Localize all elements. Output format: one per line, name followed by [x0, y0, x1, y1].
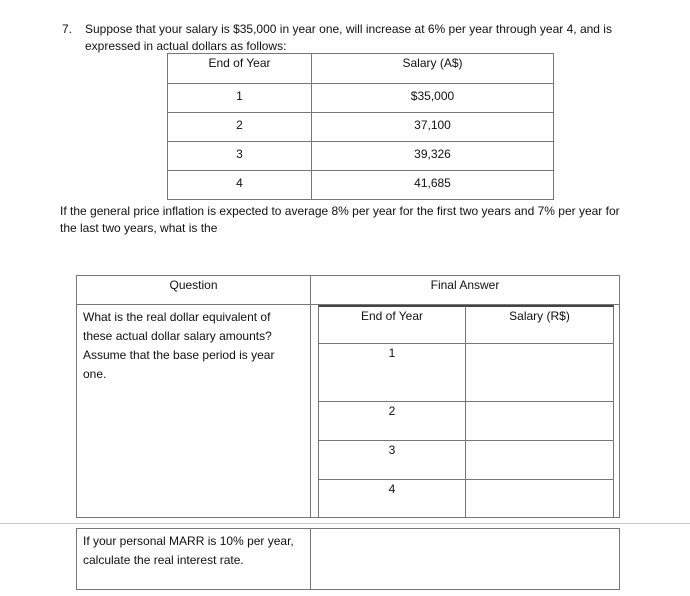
salary-real-input-cell[interactable] [465, 401, 614, 441]
header-salary-actual: Salary (A$) [312, 54, 554, 84]
inner-year-cell: 4 [318, 479, 466, 518]
real-interest-answer-cell[interactable] [310, 528, 620, 590]
table-row: 3 39,326 [168, 142, 554, 171]
problem-text-line2: expressed in actual dollars as follows: [85, 39, 287, 53]
problem-number: 7. [62, 22, 73, 36]
salary-real-input-cell[interactable] [465, 479, 614, 518]
table-row: 1 $35,000 [168, 84, 554, 113]
inner-header-salary-real: Salary (R$) [465, 305, 614, 344]
inflation-text-line2: the last two years, what is the [60, 221, 218, 235]
header-final-answer: Final Answer [310, 275, 620, 305]
salary-real-input-cell[interactable] [465, 440, 614, 480]
question-real-dollar: What is the real dollar equivalent of these actual dollar salary amounts? Assume that the base period is year one. [76, 304, 311, 518]
inner-year-cell: 3 [318, 440, 466, 480]
header-end-of-year: End of Year [168, 54, 312, 84]
actual-salary-table [167, 53, 554, 200]
page-break-divider [0, 523, 690, 524]
table-row: 2 37,100 [168, 113, 554, 142]
inner-year-cell: 2 [318, 401, 466, 441]
inflation-text-line1: If the general price inflation is expected to average 8% per year for the first two years and 7% per year for [60, 204, 620, 218]
inner-header-end-of-year: End of Year [318, 305, 466, 344]
header-question: Question [76, 275, 311, 305]
question-real-interest-rate: If your personal MARR is 10% per year, calculate the real interest rate. [76, 528, 311, 590]
inner-year-cell: 1 [318, 343, 466, 402]
table-row: 4 41,685 [168, 171, 554, 200]
salary-real-input-cell[interactable] [465, 343, 614, 402]
problem-text-line1: Suppose that your salary is $35,000 in year one, will increase at 6% per year through year 4, and is [85, 22, 612, 36]
